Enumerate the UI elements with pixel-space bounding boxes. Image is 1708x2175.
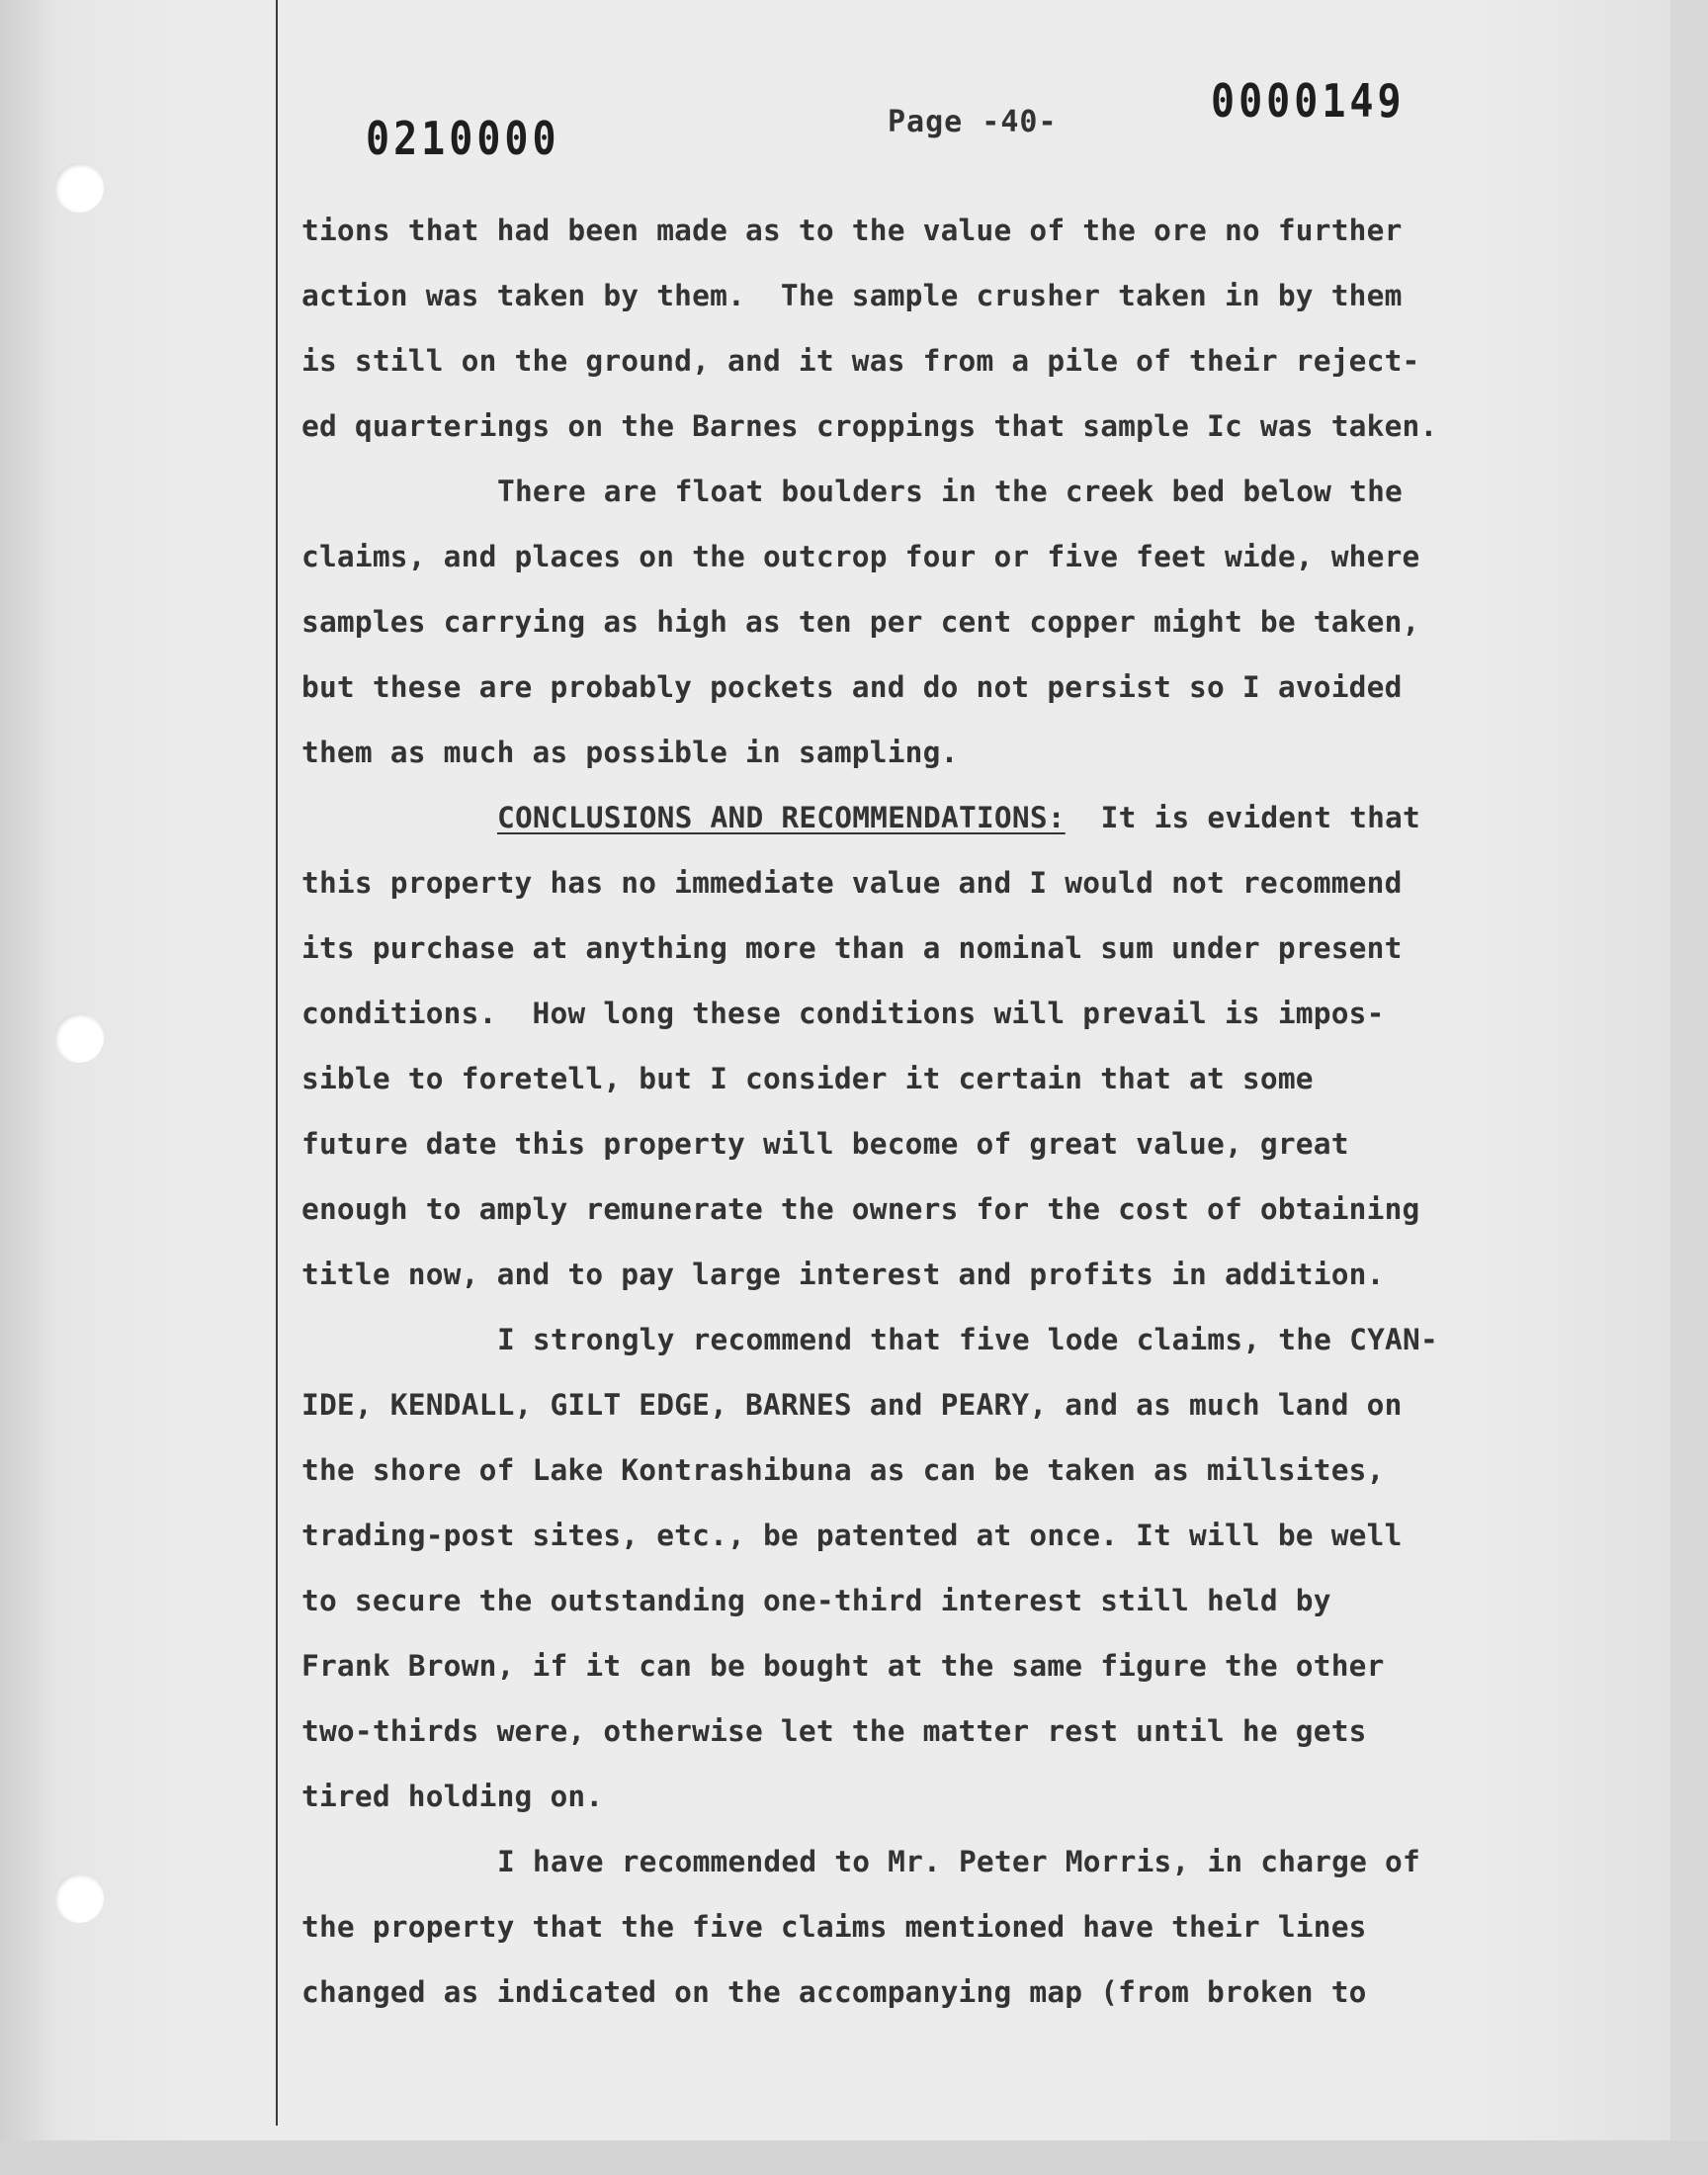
text-line: but these are probably pockets and do not persist so I avoided bbox=[301, 670, 1403, 704]
document-number-stamp-left: 0210000 bbox=[366, 113, 560, 166]
text-line: the property that the five claims mentioned have their lines bbox=[301, 1910, 1367, 1944]
text-line: its purchase at anything more than a nominal sum under present bbox=[301, 931, 1403, 965]
text-line: samples carrying as high as ten per cent copper might be taken, bbox=[301, 605, 1420, 639]
punch-hole-bottom bbox=[54, 1873, 104, 1923]
text-line: I strongly recommend that five lode claims, the CYAN- bbox=[497, 1323, 1438, 1356]
text-line: them as much as possible in sampling. bbox=[301, 736, 959, 769]
body-text bbox=[301, 198, 1586, 2025]
text-line: claims, and places on the outcrop four or five feet wide, where bbox=[301, 540, 1420, 573]
text-line: enough to amply remunerate the owners for the cost of obtaining bbox=[301, 1192, 1420, 1226]
text-line: title now, and to pay large interest and profits in addition. bbox=[301, 1258, 1385, 1291]
text-line: this property has no immediate value and I would not recommend bbox=[301, 866, 1403, 900]
text-line: I have recommended to Mr. Peter Morris, in charge of bbox=[497, 1845, 1420, 1878]
text-line: ed quarterings on the Barnes croppings that sample Ic was taken. bbox=[301, 409, 1438, 443]
text-line: There are float boulders in the creek bed below the bbox=[497, 475, 1403, 508]
scan-edge-bottom bbox=[0, 2140, 1708, 2175]
text-line: two-thirds were, otherwise let the matter rest until he gets bbox=[301, 1714, 1367, 1748]
text-line: action was taken by them. The sample crusher taken in by them bbox=[301, 279, 1403, 312]
text-line: trading-post sites, etc., be patented at once. It will be well bbox=[301, 1519, 1403, 1552]
section-heading: CONCLUSIONS AND RECOMMENDATIONS: bbox=[497, 801, 1066, 834]
text-line: conditions. How long these conditions will prevail is impos- bbox=[301, 997, 1385, 1030]
text-line: future date this property will become of great value, great bbox=[301, 1127, 1349, 1161]
text-line: tired holding on. bbox=[301, 1780, 604, 1813]
margin-rule bbox=[276, 0, 278, 2126]
page-number: Page -40- bbox=[888, 105, 1058, 139]
document-number-stamp-right: 0000149 bbox=[1211, 75, 1406, 129]
text-line: is still on the ground, and it was from a pile of their reject- bbox=[301, 344, 1420, 378]
text-line: tions that had been made as to the value of the ore no further bbox=[301, 214, 1403, 247]
text-line: Frank Brown, if it can be bought at the same figure the other bbox=[301, 1649, 1385, 1683]
scan-edge-right bbox=[1670, 0, 1708, 2175]
text-line: IDE, KENDALL, GILT EDGE, BARNES and PEARY, and as much land on bbox=[301, 1388, 1403, 1422]
punch-hole-middle bbox=[54, 1013, 104, 1063]
heading-line-text bbox=[1066, 801, 1101, 834]
text-line: changed as indicated on the accompanying map (from broken to bbox=[301, 1975, 1367, 2009]
heading-line-rest: It is evident that bbox=[1100, 801, 1420, 834]
text-line: the shore of Lake Kontrashibuna as can be taken as millsites, bbox=[301, 1453, 1385, 1487]
text-line: to secure the outstanding one-third interest still held by bbox=[301, 1584, 1331, 1617]
heading-line bbox=[301, 785, 1586, 850]
punch-hole-top bbox=[54, 163, 104, 213]
text-line: sible to foretell, but I consider it certain that at some bbox=[301, 1062, 1314, 1095]
